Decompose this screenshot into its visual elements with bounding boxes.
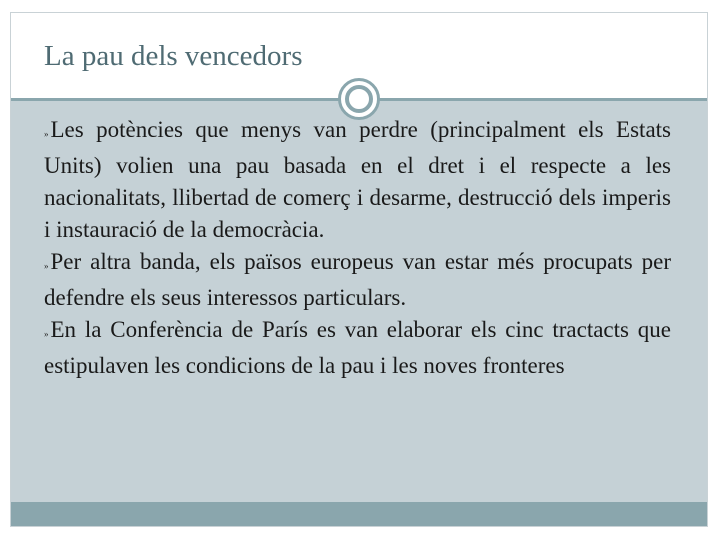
bullet-marker-icon: » [44, 329, 49, 339]
bullet-list [44, 114, 671, 382]
bullet-marker-icon: » [44, 129, 49, 139]
slide-title: La pau dels vencedors [44, 40, 303, 72]
bullet-item [44, 114, 671, 246]
bullet-item [44, 314, 671, 382]
bullet-text: Per altra banda, els països europeus van estar més procupats per defendre els seus interessos particulars. [44, 249, 671, 310]
bullet-marker-icon: » [44, 261, 49, 271]
bullet-text: En la Conferència de París es van elaborar els cinc tractacts que estipulaven les condicions de la pau i les noves fronteres [44, 317, 671, 378]
bullet-item [44, 246, 671, 314]
circle-ornament-inner [345, 85, 373, 113]
footer-band [11, 502, 707, 526]
bullet-text: Les potències que menys van perdre (principalment els Estats Units) volien una pau basada en el dret i el respecte a les nacionalitats, llibertad de comerç i desarme, destrucció dels imperis i instauració de la democràcia. [44, 117, 671, 242]
